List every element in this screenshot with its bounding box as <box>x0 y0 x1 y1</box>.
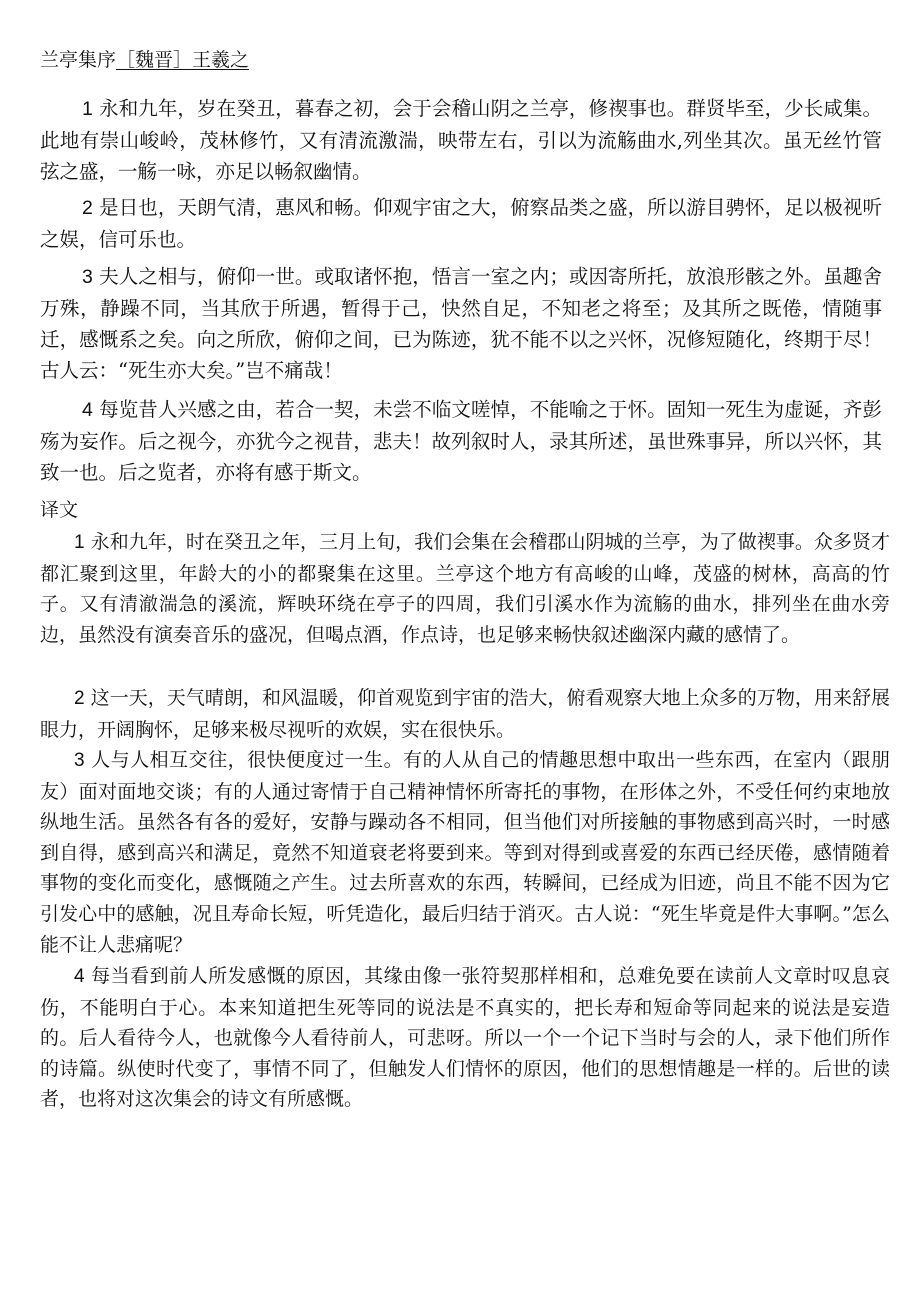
original-paragraph-2 <box>40 192 882 255</box>
paragraph-number: 1 <box>74 532 85 553</box>
paragraph-text: 每当看到前人所发感慨的原因，其缘由像一张符契那样相和，总难免要在读前人文章时叹息哀伤，不能明白于心。本来知道把生死等同的说法是不真实的，把长寿和短命等同起来的说法是妄造的。后人看待今人，也就像今人看待前人，可悲呀。所以一个一个记下当时与会的人，录下他们所作的诗篇。纵使时代变了，事情不同了，但触发人们情怀的原因，他们的思想情趣是一样的。后世的读者，也将对这次集会的诗文有所感慨。 <box>40 965 890 1111</box>
original-paragraph-1 <box>40 93 882 187</box>
paragraph-number: 3 <box>74 750 85 771</box>
paragraph-text: 夫人之相与，俯仰一世。或取诸怀抱，悟言一室之内；或因寄所托，放浪形骸之外。虽趣舍万殊，静躁不同，当其欣于所遇，暂得于己，快然自足，不知老之将至；及其所之既倦，情随事迁，感慨系之矣。向之所欣，俯仰之间，已为陈迹，犹不能不以之兴怀，况修短随化，终期于尽！古人云：“死生亦大矣。”岂不痛哉！ <box>40 265 882 382</box>
paragraph-number: 1 <box>82 98 93 120</box>
translation-paragraph-2 <box>40 683 890 745</box>
essay-title: 兰亭集序 <box>40 49 117 71</box>
paragraph-number: 4 <box>74 966 85 987</box>
translation-paragraph-4 <box>40 961 890 1115</box>
author-line: ［魏晋］王羲之 <box>116 49 250 71</box>
paragraph-text: 是日也，天朗气清，惠风和畅。仰观宇宙之大，俯察品类之盛，所以游目骋怀，足以极视听之娱，信可乐也。 <box>40 196 882 251</box>
original-paragraph-4 <box>40 394 882 488</box>
paragraph-text: 这一天，天气晴朗，和风温暖，仰首观览到宇宙的浩大，俯看观察大地上众多的万物，用来舒展眼力，开阔胸怀，足够来极尽视听的欢娱，实在很快乐。 <box>40 687 890 741</box>
translation-heading: 译文 <box>40 499 79 521</box>
paragraph-text: 永和九年，岁在癸丑，暮春之初，会于会稽山阴之兰亭，修禊事也。群贤毕至，少长咸集。此地有崇山峻岭，茂林修竹，又有清流激湍，映带左右，引以为流觞曲水,列坐其次。虽无丝竹管弦之盛，一觞一咏，亦足以畅叙幽情。 <box>40 97 882 183</box>
paragraph-number: 4 <box>82 399 93 421</box>
paragraph-text: 永和九年，时在癸丑之年，三月上旬，我们会集在会稽郡山阴城的兰亭，为了做禊事。众多贤才都汇聚到这里，年龄大的小的都聚集在这里。兰亭这个地方有高峻的山峰，茂盛的树林，高高的竹子。又有清澈湍急的溪流，辉映环绕在亭子的四周，我们引溪水作为流觞的曲水，排列坐在曲水旁边，虽然没有演奏音乐的盛况，但喝点酒，作点诗，也足够来畅快叙述幽深内藏的感情了。 <box>40 531 890 646</box>
original-paragraph-3 <box>40 261 882 386</box>
translation-paragraph-3 <box>40 745 890 960</box>
title-line <box>40 48 249 72</box>
paragraph-number: 2 <box>74 688 85 709</box>
paragraph-text: 人与人相互交往，很快便度过一生。有的人从自己的情趣思想中取出一些东西，在室内（跟朋友）面对面地交谈；有的人通过寄情于自己精神情怀所寄托的事物，在形体之外，不受任何约束地放纵地生活。虽然各有各的爱好，安静与躁动各不相同，但当他们对所接触的事物感到高兴时，一时感到自得，感到高兴和满足，竟然不知道衰老将要到来。等到对得到或喜爱的东西已经厌倦，感情随着事物的变化而变化，感慨随之产生。过去所喜欢的东西，转瞬间，已经成为旧迹，尚且不能不因为它引发心中的感触，况且寿命长短，听凭造化，最后归结于消灭。古人说：“死生毕竟是件大事啊。”怎么能不让人悲痛呢？ <box>40 749 890 956</box>
translation-paragraph-1 <box>40 527 890 650</box>
paragraph-number: 3 <box>82 266 93 288</box>
paragraph-number: 2 <box>82 197 93 219</box>
paragraph-text: 每览昔人兴感之由，若合一契，未尝不临文嗟悼，不能喻之于怀。固知一死生为虚诞，齐彭殇为妄作。后之视今，亦犹今之视昔，悲夫！故列叙时人，录其所述，虽世殊事异，所以兴怀，其致一也。后之览者，亦将有感于斯文。 <box>40 398 882 484</box>
